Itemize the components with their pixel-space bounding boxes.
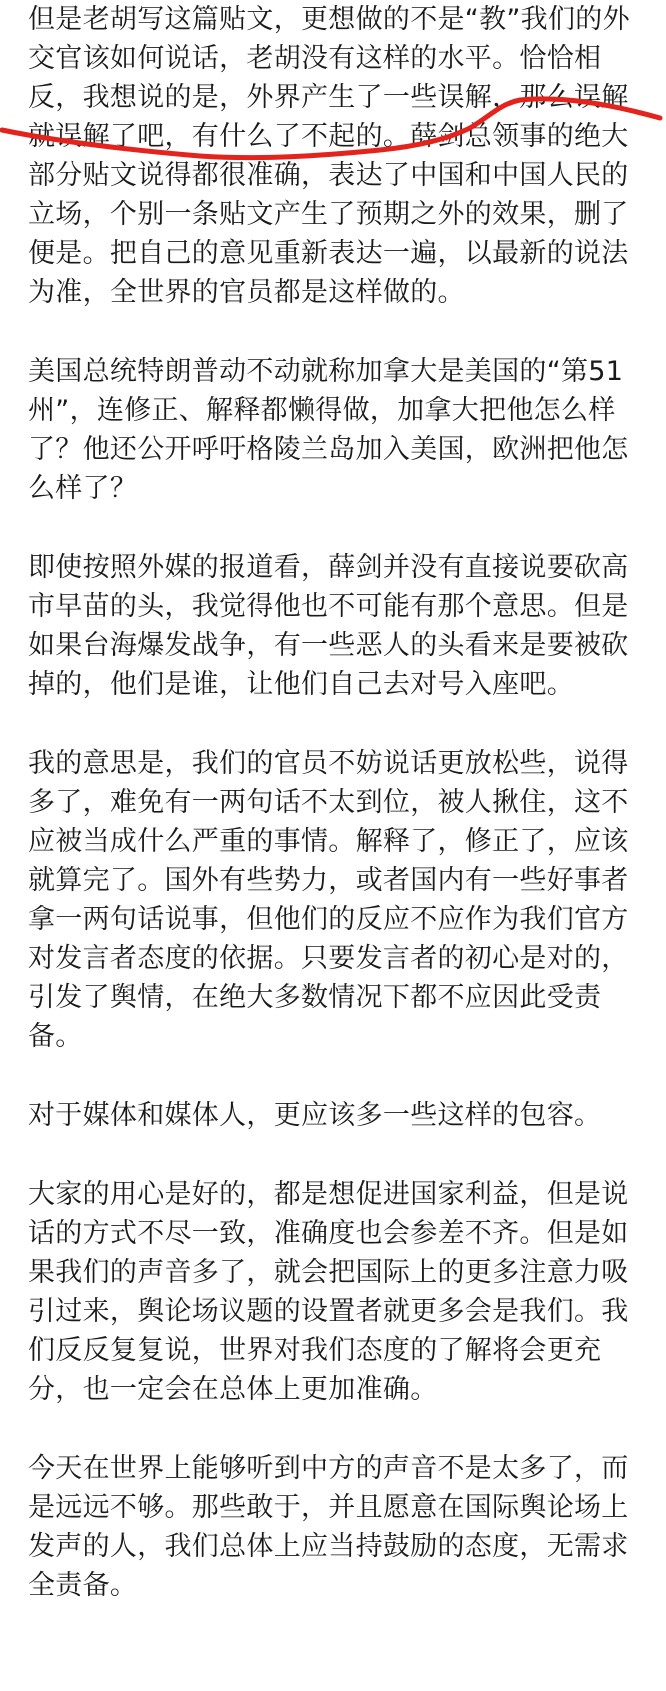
paragraph-line: 今天在世界上能够听到中方的声音不是太多了，而 xyxy=(28,1453,629,1484)
paragraph-line: 为准，全世界的官员都是这样做的。 xyxy=(28,277,465,308)
article-body xyxy=(28,0,638,1605)
paragraph-line: 发声的人，我们总体上应当持鼓励的态度，无需求 xyxy=(28,1531,629,1562)
paragraph-line: 即使按照外媒的报道看，薛剑并没有直接说要砍高 xyxy=(28,552,629,583)
paragraph-line: 备。 xyxy=(28,1021,83,1052)
paragraph-line: 便是。把自己的意见重新表达一遍，以最新的说法 xyxy=(28,238,629,269)
paragraph-line: 反，我想说的是，外界产生了一些误解，那么误解 xyxy=(28,82,629,113)
paragraph-line: 多了，难免有一两句话不太到位，被人揪住，这不 xyxy=(28,787,629,818)
paragraph-line: 州”，连修正、解释都懒得做，加拿大把他怎么样 xyxy=(28,395,616,426)
paragraph-line: 么样了？ xyxy=(28,473,138,504)
paragraph-2 xyxy=(28,352,638,508)
paragraph-line: 我的意思是，我们的官员不妨说话更放松些，说得 xyxy=(28,748,629,779)
paragraph-line: 美国总统特朗普动不动就称加拿大是美国的“第51 xyxy=(28,356,624,387)
paragraph-line: 如果台海爆发战争，有一些恶人的头看来是要被砍 xyxy=(28,630,629,661)
paragraph-line: 果我们的声音多了，就会把国际上的更多注意力吸 xyxy=(28,1257,629,1288)
paragraph-line: 引发了舆情，在绝大多数情况下都不应因此受责 xyxy=(28,982,602,1013)
paragraph-line: 交官该如何说话，老胡没有这样的水平。恰恰相 xyxy=(28,43,602,74)
paragraph-line: 掉的，他们是谁，让他们自己去对号入座吧。 xyxy=(28,669,574,700)
paragraph-line: 对于媒体和媒体人，更应该多一些这样的包容。 xyxy=(28,1100,602,1131)
paragraph-line: 但是老胡写这篇贴文，更想做的不是“教”我们的外 xyxy=(28,4,630,35)
paragraph-line: 部分贴文说得都很准确，表达了中国和中国人民的 xyxy=(28,160,629,191)
paragraph-line: 就误解了吧，有什么了不起的。薛剑总领事的绝大 xyxy=(28,121,629,152)
paragraph-7 xyxy=(28,1449,638,1605)
paragraph-line: 对发言者态度的依据。只要发言者的初心是对的， xyxy=(28,943,629,974)
paragraph-line: 就算完了。国外有些势力，或者国内有一些好事者 xyxy=(28,865,629,896)
paragraph-4 xyxy=(28,744,638,1056)
paragraph-5 xyxy=(28,1096,638,1135)
paragraph-line: 们反反复复说，世界对我们态度的了解将会更充 xyxy=(28,1335,602,1366)
paragraph-6 xyxy=(28,1175,638,1409)
paragraph-line: 市早苗的头，我觉得他也不可能有那个意思。但是 xyxy=(28,591,629,622)
paragraph-line: 大家的用心是好的，都是想促进国家利益，但是说 xyxy=(28,1179,629,1210)
paragraph-3 xyxy=(28,548,638,704)
paragraph-line: 是远远不够。那些敢于，并且愿意在国际舆论场上 xyxy=(28,1492,629,1523)
paragraph-line: 分，也一定会在总体上更加准确。 xyxy=(28,1374,438,1405)
paragraph-1 xyxy=(28,0,638,312)
paragraph-line: 立场，个别一条贴文产生了预期之外的效果，删了 xyxy=(28,199,629,230)
paragraph-line: 了？他还公开呼吁格陵兰岛加入美国，欧洲把他怎 xyxy=(28,434,629,465)
paragraph-line: 拿一两句话说事，但他们的反应不应作为我们官方 xyxy=(28,904,629,935)
paragraph-line: 全责备。 xyxy=(28,1570,138,1601)
paragraph-line: 话的方式不尽一致，准确度也会参差不齐。但是如 xyxy=(28,1218,629,1249)
paragraph-line: 引过来，舆论场议题的设置者就更多会是我们。我 xyxy=(28,1296,629,1327)
paragraph-line: 应被当成什么严重的事情。解释了，修正了，应该 xyxy=(28,826,629,857)
